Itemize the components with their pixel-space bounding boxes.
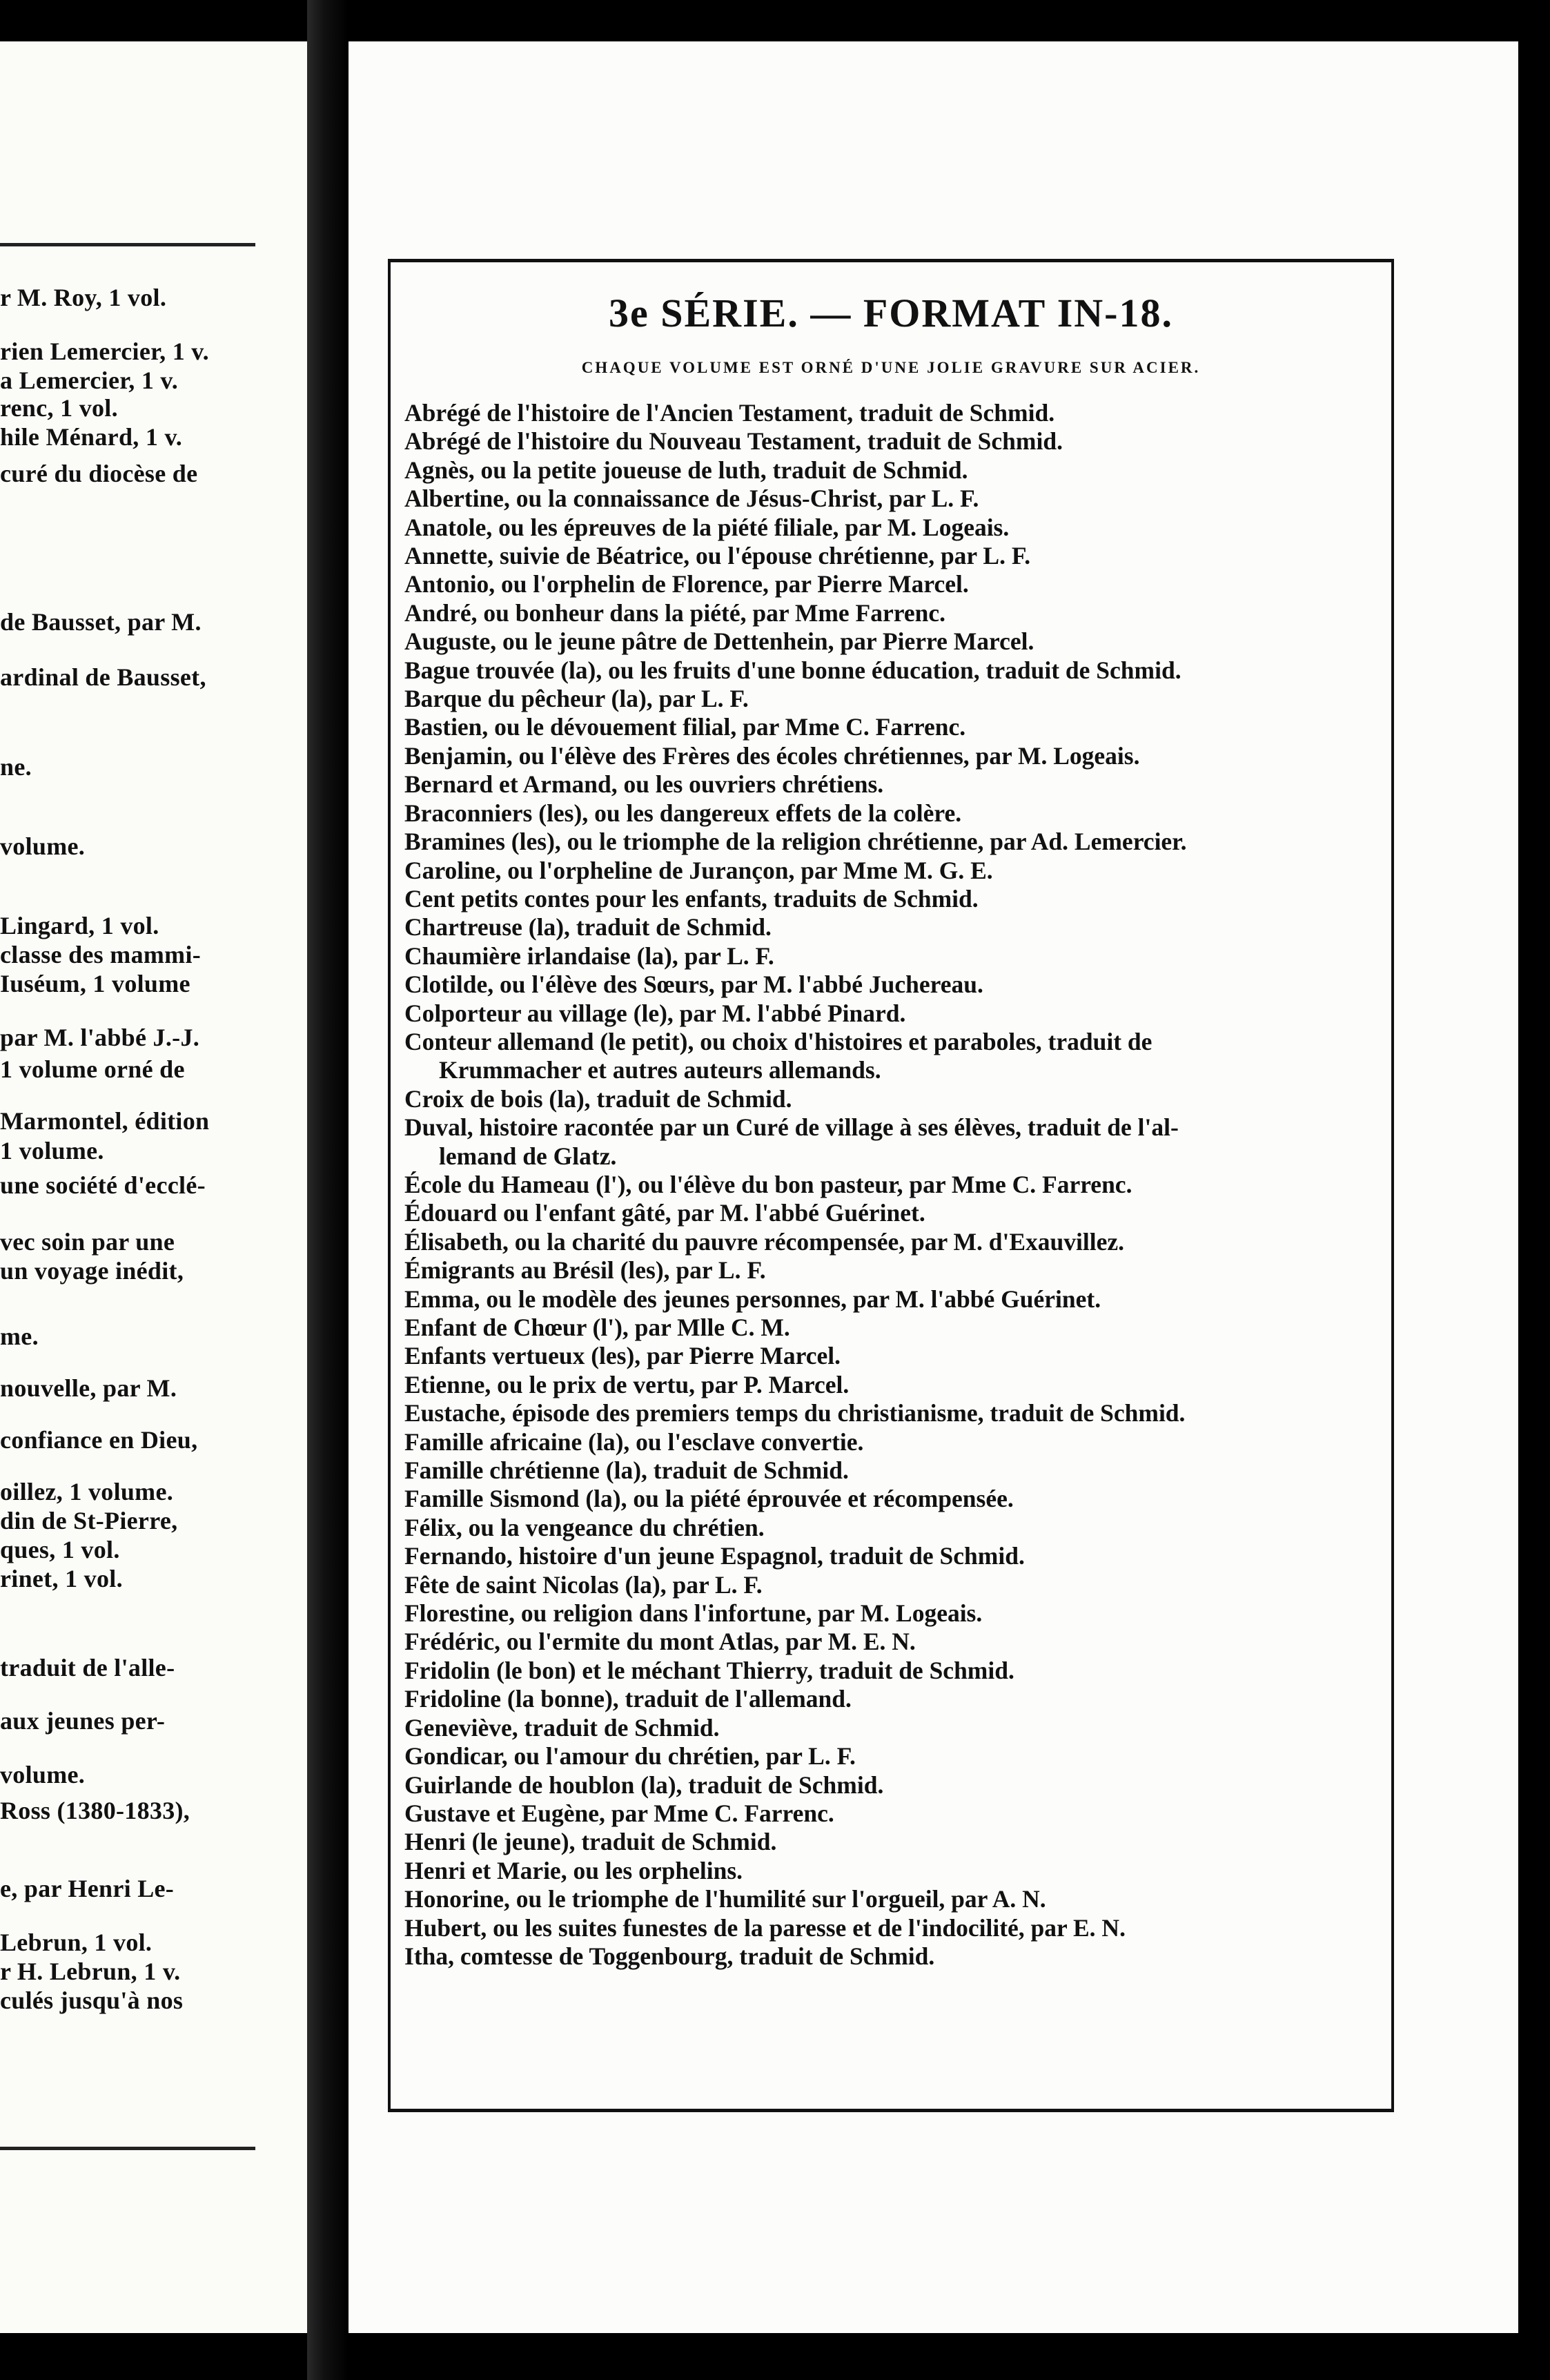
catalog-entry: Caroline, ou l'orpheline de Jurançon, par Mme M. G. E.: [404, 856, 993, 884]
previous-page-line: me.: [0, 1323, 39, 1350]
previous-page-line: hile Ménard, 1 v.: [0, 423, 183, 451]
catalog-entry: Gustave et Eugène, par Mme C. Farrenc.: [404, 1799, 834, 1827]
previous-page-line: de Bausset, par M.: [0, 608, 202, 636]
catalog-entry: Henri et Marie, ou les orphelins.: [404, 1856, 743, 1884]
catalog-entry: Duval, histoire racontée par un Curé de village à ses élèves, traduit de l'al-: [404, 1113, 1179, 1142]
catalog-entry: Cent petits contes pour les enfants, traduits de Schmid.: [404, 884, 979, 913]
previous-page-line: Marmontel, édition: [0, 1107, 210, 1135]
catalog-entry: Édouard ou l'enfant gâté, par M. l'abbé Guérinet.: [404, 1199, 925, 1227]
catalog-entry: Félix, ou la vengeance du chrétien.: [404, 1513, 765, 1541]
previous-page-line: renc, 1 vol.: [0, 394, 118, 422]
catalog-entry-continuation: Krummacher et autres auteurs allemands.: [439, 1056, 881, 1084]
previous-page-line: rien Lemercier, 1 v.: [0, 338, 209, 365]
previous-page-rule-bottom: [0, 2147, 255, 2150]
catalog-entry: École du Hameau (l'), ou l'élève du bon pasteur, par Mme C. Farrenc.: [404, 1170, 1132, 1198]
catalog-entry: Hubert, ou les suites funestes de la paresse et de l'indocilité, par E. N.: [404, 1913, 1126, 1942]
previous-page-line: oillez, 1 volume.: [0, 1478, 174, 1505]
previous-page-line: r M. Roy, 1 vol.: [0, 284, 167, 311]
catalog-entry: Emma, ou le modèle des jeunes personnes, par M. l'abbé Guérinet.: [404, 1285, 1101, 1313]
previous-page-line: aux jeunes per-: [0, 1707, 166, 1735]
catalog-entry: Henri (le jeune), traduit de Schmid.: [404, 1828, 777, 1856]
previous-page-line: un voyage inédit,: [0, 1257, 184, 1285]
catalog-entry: Eustache, épisode des premiers temps du christianisme, traduit de Schmid.: [404, 1399, 1186, 1427]
catalog-entry: Fridolin (le bon) et le méchant Thierry, traduit de Schmid.: [404, 1656, 1014, 1684]
previous-page-line: curé du diocèse de: [0, 460, 198, 487]
previous-page-line: traduit de l'alle-: [0, 1654, 175, 1681]
catalog-entry: Fête de saint Nicolas (la), par L. F.: [404, 1570, 763, 1599]
catalog-list: [404, 399, 1384, 1971]
previous-page-line: 1 volume orné de: [0, 1055, 185, 1083]
catalog-entry: Gondicar, ou l'amour du chrétien, par L. F.: [404, 1742, 856, 1771]
catalog-entry: Anatole, ou les épreuves de la piété filiale, par M. Logeais.: [404, 513, 1010, 541]
previous-page-line: ques, 1 vol.: [0, 1536, 120, 1563]
previous-page-line: e, par Henri Le-: [0, 1875, 175, 1902]
catalog-entry: Barque du pêcheur (la), par L. F.: [404, 685, 749, 713]
catalog-entry: Antonio, ou l'orphelin de Florence, par Pierre Marcel.: [404, 570, 969, 598]
previous-page-line: din de St-Pierre,: [0, 1507, 178, 1534]
catalog-entry: Honorine, ou le triomphe de l'humilité sur l'orgueil, par A. N.: [404, 1885, 1046, 1913]
catalog-entry-continuation: lemand de Glatz.: [439, 1142, 617, 1170]
previous-page-line: ardinal de Bausset,: [0, 663, 206, 691]
catalog-entry: Colporteur au village (le), par M. l'abbé Pinard.: [404, 999, 906, 1027]
catalog-entry: Famille chrétienne (la), traduit de Schmid.: [404, 1456, 849, 1485]
previous-page-line: culés jusqu'à nos: [0, 1987, 184, 2014]
catalog-entry: Clotilde, ou l'élève des Sœurs, par M. l'abbé Juchereau.: [404, 970, 983, 999]
previous-page-line: ne.: [0, 753, 32, 781]
previous-page-line: volume.: [0, 1761, 86, 1788]
previous-page-line: vec soin par une: [0, 1228, 175, 1256]
catalog-entry: Croix de bois (la), traduit de Schmid.: [404, 1084, 792, 1113]
book-gutter: [307, 0, 349, 2380]
previous-page-line: une société d'ecclé-: [0, 1171, 206, 1199]
catalog-entry: Guirlande de houblon (la), traduit de Schmid.: [404, 1771, 884, 1799]
catalog-page: [349, 41, 1518, 2333]
catalog-entry: Émigrants au Brésil (les), par L. F.: [404, 1256, 766, 1285]
catalog-entry: Élisabeth, ou la charité du pauvre récompensée, par M. d'Exauvillez.: [404, 1227, 1124, 1256]
previous-page-line: par M. l'abbé J.-J.: [0, 1024, 200, 1051]
catalog-entry: Etienne, ou le prix de vertu, par P. Marcel.: [404, 1370, 850, 1398]
previous-page: [0, 41, 307, 2333]
catalog-entry: Enfant de Chœur (l'), par Mlle C. M.: [404, 1314, 790, 1341]
catalog-entry: Agnès, ou la petite joueuse de luth, traduit de Schmid.: [404, 456, 968, 484]
previous-page-line: 1 volume.: [0, 1137, 104, 1164]
catalog-entry: Geneviève, traduit de Schmid.: [404, 1713, 720, 1742]
previous-page-rule-top: [0, 243, 255, 246]
catalog-entry: Conteur allemand (le petit), ou choix d'histoires et paraboles, traduit de: [404, 1027, 1152, 1055]
catalog-frame: [388, 259, 1394, 2112]
previous-page-line: classe des mammi-: [0, 941, 202, 968]
previous-page-line: volume.: [0, 832, 86, 860]
catalog-entry: Fridoline (la bonne), traduit de l'allemand.: [404, 1685, 852, 1713]
catalog-entry: Annette, suivie de Béatrice, ou l'épouse chrétienne, par L. F.: [404, 542, 1031, 570]
catalog-entry: Benjamin, ou l'élève des Frères des écoles chrétiennes, par M. Logeais.: [404, 741, 1140, 770]
previous-page-line: Iuséum, 1 volume: [0, 970, 190, 997]
catalog-entry: Albertine, ou la connaissance de Jésus-Christ, par L. F.: [404, 485, 979, 513]
catalog-entry: Itha, comtesse de Toggenbourg, traduit de Schmid.: [404, 1942, 935, 1970]
catalog-entry: Fernando, histoire d'un jeune Espagnol, traduit de Schmid.: [404, 1542, 1025, 1570]
previous-page-line: confiance en Dieu,: [0, 1426, 198, 1454]
previous-page-line: r H. Lebrun, 1 v.: [0, 1958, 181, 1985]
catalog-entry: Enfants vertueux (les), par Pierre Marcel.: [404, 1342, 841, 1370]
catalog-entry: Braconniers (les), ou les dangereux effets de la colère.: [404, 799, 962, 827]
catalog-entry: Abrégé de l'histoire de l'Ancien Testament, traduit de Schmid.: [404, 399, 1055, 427]
catalog-entry: [404, 1056, 1384, 1084]
catalog-entry: Florestine, ou religion dans l'infortune, par M. Logeais.: [404, 1599, 983, 1628]
catalog-entry: Auguste, ou le jeune pâtre de Dettenhein, par Pierre Marcel.: [404, 627, 1034, 656]
previous-page-line: Lingard, 1 vol.: [0, 912, 159, 939]
catalog-entry: André, ou bonheur dans la piété, par Mme Farrenc.: [404, 598, 945, 627]
catalog-entry: Famille africaine (la), ou l'esclave convertie.: [404, 1427, 864, 1456]
catalog-entry: Bramines (les), ou le triomphe de la religion chrétienne, par Ad. Lemercier.: [404, 828, 1187, 856]
catalog-entry: Bernard et Armand, ou les ouvriers chrétiens.: [404, 770, 884, 799]
previous-page-line: Ross (1380-1833),: [0, 1797, 190, 1824]
catalog-entry: Bague trouvée (la), ou les fruits d'une bonne éducation, traduit de Schmid.: [404, 656, 1181, 684]
catalog-entry: [404, 1142, 1384, 1171]
catalog-entry: Chaumière irlandaise (la), par L. F.: [404, 942, 774, 970]
catalog-entry: Bastien, ou le dévouement filial, par Mme C. Farrenc.: [404, 713, 966, 741]
series-subtitle: CHAQUE VOLUME EST ORNÉ D'UNE JOLIE GRAVURE SUR ACIER.: [581, 359, 1201, 376]
catalog-entry: Famille Sismond (la), ou la piété éprouvée et récompensée.: [404, 1485, 1014, 1513]
catalog-entry: Abrégé de l'histoire du Nouveau Testament, traduit de Schmid.: [404, 427, 1063, 456]
previous-page-line: nouvelle, par M.: [0, 1374, 177, 1402]
series-title: 3e SÉRIE. — FORMAT IN-18.: [609, 291, 1173, 335]
catalog-entry: Frédéric, ou l'ermite du mont Atlas, par M. E. N.: [404, 1628, 916, 1656]
catalog-entry: Chartreuse (la), traduit de Schmid.: [404, 913, 772, 942]
previous-page-line: rinet, 1 vol.: [0, 1565, 123, 1592]
previous-page-line: a Lemercier, 1 v.: [0, 367, 179, 394]
previous-page-line: Lebrun, 1 vol.: [0, 1929, 153, 1956]
